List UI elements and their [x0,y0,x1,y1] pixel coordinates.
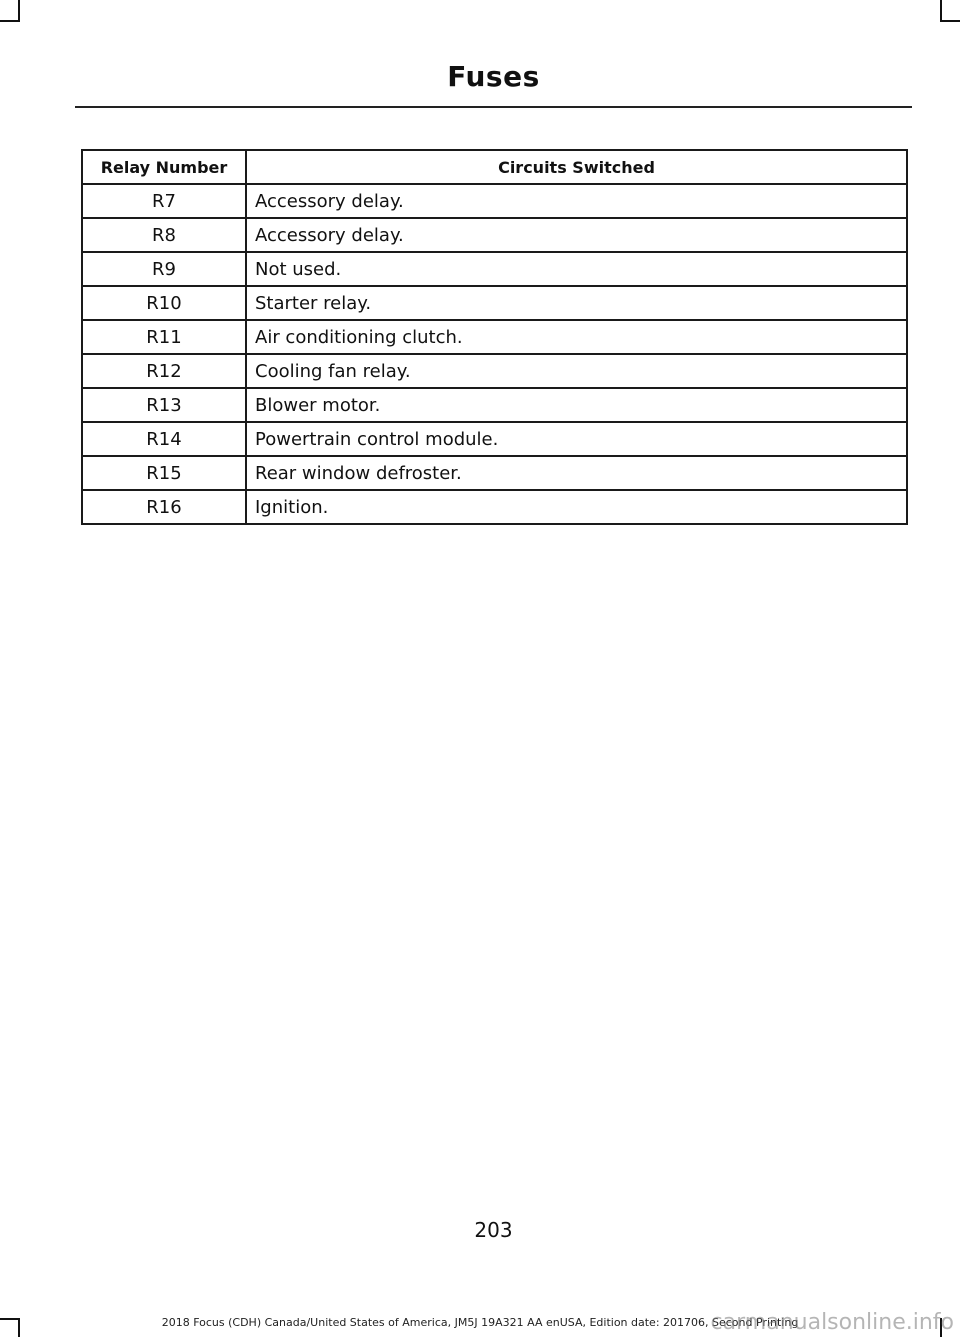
table-row [82,286,907,320]
circuit-cell: Accessory delay. [246,184,907,218]
table-row [82,456,907,490]
relay-number-cell: R14 [82,422,246,456]
crop-mark-top-right-vertical [940,0,942,22]
relay-number-cell: R13 [82,388,246,422]
relay-number-cell: R11 [82,320,246,354]
table-row [82,218,907,252]
crop-mark-top-left-horizontal [0,20,20,22]
page-number: 203 [474,1218,513,1242]
relay-number-cell: R12 [82,354,246,388]
table-row [82,490,907,524]
circuit-cell: Blower motor. [246,388,907,422]
crop-mark-bottom-left-horizontal [0,1318,20,1320]
relay-number-cell: R10 [82,286,246,320]
circuit-cell: Ignition. [246,490,907,524]
circuit-cell: Air conditioning clutch. [246,320,907,354]
circuit-cell: Powertrain control module. [246,422,907,456]
table-row [82,354,907,388]
circuit-cell: Starter relay. [246,286,907,320]
relay-number-cell: R9 [82,252,246,286]
crop-mark-bottom-left-vertical [18,1318,20,1337]
circuit-cell: Not used. [246,252,907,286]
relay-number-cell: R7 [82,184,246,218]
watermark-text: carmanualsonline.info [710,1310,954,1335]
page-title: Fuses [447,60,540,93]
table-row [82,422,907,456]
table-row [82,252,907,286]
table-row [82,388,907,422]
column-header-relay-number: Relay Number [82,150,246,184]
relay-number-cell: R16 [82,490,246,524]
title-divider [75,106,912,108]
table-row [82,184,907,218]
edition-footer: 2018 Focus (CDH) Canada/United States of America, JM5J 19A321 AA enUSA, Edition date: 201706, Second Printing [161,1316,799,1329]
circuit-cell: Rear window defroster. [246,456,907,490]
circuit-cell: Cooling fan relay. [246,354,907,388]
relay-number-cell: R8 [82,218,246,252]
relay-table [81,149,908,525]
relay-number-cell: R15 [82,456,246,490]
crop-mark-top-left-vertical [18,0,20,22]
table-header-row [82,150,907,184]
circuit-cell: Accessory delay. [246,218,907,252]
crop-mark-top-right-horizontal [940,20,960,22]
table-row [82,320,907,354]
column-header-circuits-switched: Circuits Switched [246,150,907,184]
